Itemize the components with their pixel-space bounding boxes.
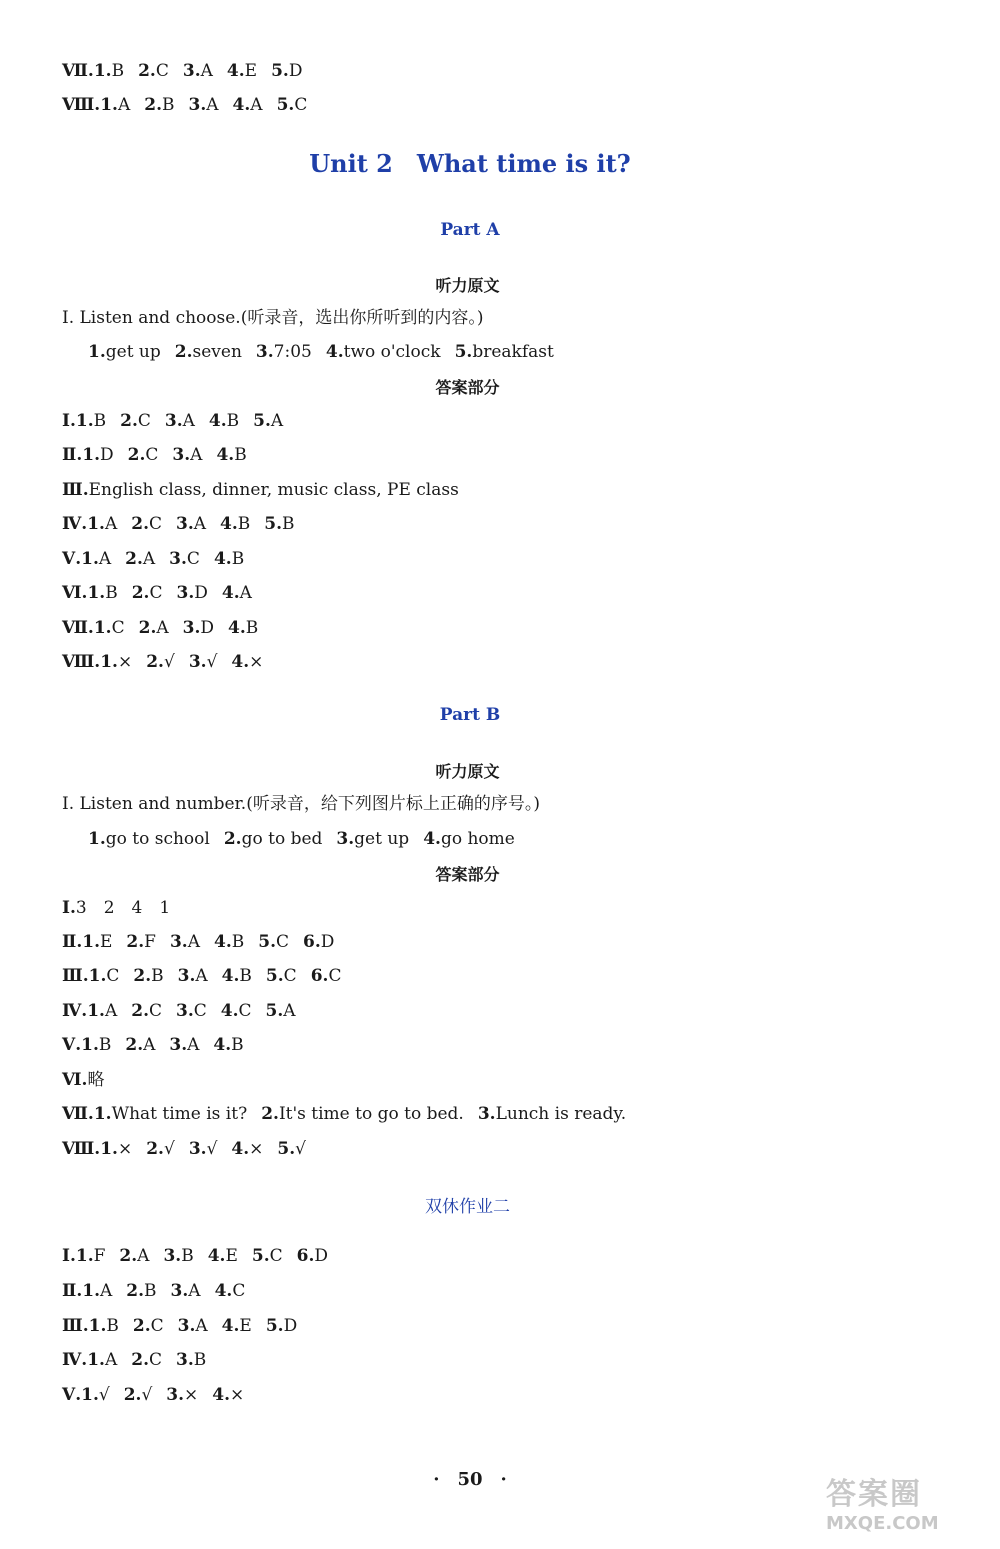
weekend-title: 双休作业二	[425, 1197, 510, 1217]
item-number: 2.	[223, 829, 242, 849]
item-number: 2.	[131, 1001, 149, 1021]
page-number: · 50 ·	[433, 1469, 507, 1490]
item-answer: C	[149, 514, 163, 534]
part-a-answer-1	[62, 410, 283, 432]
item-number: 2.	[146, 652, 164, 672]
item-answer: A	[142, 549, 156, 569]
roman-numeral: Ⅷ.	[62, 1139, 101, 1159]
item-answer: go to bed	[241, 829, 323, 849]
item-number: 2.	[144, 95, 162, 115]
roman-numeral: Ⅱ.	[62, 932, 83, 952]
item-answer: B	[239, 966, 252, 986]
item-answer: B	[237, 514, 251, 534]
part-a-listening-items	[88, 341, 554, 363]
part-b-listening-heading: 听力原文	[435, 762, 500, 781]
roman-numeral: Ⅲ.	[62, 1316, 89, 1336]
roman-numeral: Ⅷ.	[62, 652, 101, 672]
item-number: 3.	[169, 932, 188, 952]
item-number: 1.	[88, 342, 106, 362]
item-answer: B	[234, 445, 247, 465]
item-number: 4.	[212, 1385, 231, 1405]
item-answer: A	[270, 411, 284, 431]
part-a-listening-question: Ⅰ. Listen and choose.(听录音，选出你所听到的内容。)	[62, 308, 484, 328]
item-number: 2.	[126, 932, 145, 952]
item-answer: A	[156, 618, 169, 638]
item-number: 1.	[88, 966, 107, 986]
item-answer: √	[206, 652, 218, 672]
item-number: 4.	[226, 61, 245, 81]
part-b-listening-question: Ⅰ. Listen and number.(听录音，给下列图片标上正确的序号。)	[62, 794, 540, 814]
roman-numeral: Ⅳ.	[62, 1001, 88, 1021]
item-answer: D	[288, 61, 303, 81]
roman-numeral: Ⅶ.	[62, 61, 94, 81]
item-answer: D	[320, 932, 335, 952]
item-number: 2.	[138, 618, 157, 638]
item-number: 3.	[188, 652, 207, 672]
item-answer: A	[100, 1281, 113, 1301]
item-number: 1.	[100, 652, 118, 672]
item-number: 2.	[131, 583, 150, 603]
roman-numeral: Ⅴ.	[62, 1035, 82, 1055]
item-answer: go home	[440, 829, 515, 849]
answer-text: 略	[87, 1070, 105, 1090]
item-number: 1.	[75, 411, 94, 431]
item-answer: B	[93, 411, 107, 431]
item-number: 4.	[216, 445, 235, 465]
item-answer: A	[188, 1281, 201, 1301]
part-a-answer-2	[62, 444, 247, 466]
item-answer: B	[98, 1035, 112, 1055]
item-number: 1.	[93, 61, 112, 81]
item-answer: C	[155, 61, 169, 81]
item-number: 3.	[166, 1385, 185, 1405]
item-number: 4.	[214, 1281, 233, 1301]
item-answer: A	[190, 445, 203, 465]
item-answer: C	[269, 1246, 283, 1266]
item-answer: seven	[192, 342, 242, 362]
item-answer: E	[100, 932, 113, 952]
item-answer: A	[104, 1001, 118, 1021]
item-number: 1.	[87, 1350, 105, 1370]
item-number: 5.	[251, 1246, 270, 1266]
item-number: 2.	[120, 411, 138, 431]
item-answer: B	[231, 1035, 244, 1055]
item-answer: A	[200, 61, 213, 81]
item-answer: A	[182, 411, 195, 431]
item-number: 1.	[88, 1316, 107, 1336]
item-number: 3.	[182, 618, 201, 638]
part-a-answer-7	[62, 617, 258, 639]
item-answer: ×	[230, 1385, 245, 1405]
part-b-answer-8	[62, 1138, 306, 1160]
part-b-answer-5	[62, 1034, 244, 1056]
part-a-answer-6	[62, 582, 252, 604]
weekend-answer-1	[62, 1245, 328, 1267]
item-number: 3.	[177, 966, 196, 986]
item-answer: ×	[117, 652, 133, 672]
answer-line-top-8	[62, 94, 307, 116]
item-answer: ×	[117, 1139, 133, 1159]
item-answer: √	[163, 1139, 175, 1159]
item-number: 4.	[231, 652, 250, 672]
item-number: 1.	[87, 1001, 105, 1021]
part-b-answer-7	[62, 1103, 626, 1125]
item-number: 1.	[87, 583, 106, 603]
roman-numeral: Ⅴ.	[62, 1385, 82, 1405]
item-number: 3.	[172, 445, 191, 465]
item-answer: B	[231, 932, 245, 952]
item-answer: get up	[105, 342, 161, 362]
item-answer: C	[186, 549, 200, 569]
answer-text: 3 2 4 1	[75, 898, 171, 918]
item-answer: F	[93, 1246, 106, 1266]
item-answer: C	[276, 932, 290, 952]
item-number: 2.	[132, 1316, 151, 1336]
item-number: 5.	[277, 1139, 296, 1159]
item-number: 5.	[253, 411, 271, 431]
roman-numeral: Ⅶ.	[62, 618, 94, 638]
roman-numeral: Ⅱ.	[62, 1281, 83, 1301]
roman-numeral: Ⅳ.	[62, 514, 88, 534]
part-a-answer-5	[62, 548, 244, 570]
item-answer: C	[106, 966, 120, 986]
item-number: 3.	[188, 1139, 207, 1159]
item-number: 4.	[423, 829, 441, 849]
item-number: 1.	[100, 1139, 118, 1159]
weekend-answer-5	[62, 1384, 244, 1406]
item-answer: √	[295, 1139, 306, 1159]
item-number: 4.	[220, 1001, 239, 1021]
item-answer: A	[193, 514, 207, 534]
item-number: 2.	[174, 342, 193, 362]
item-number: 6.	[303, 932, 321, 952]
item-number: 3.	[188, 95, 207, 115]
item-number: 5.	[265, 1001, 284, 1021]
item-number: 5.	[264, 514, 283, 534]
item-answer: E	[225, 1246, 238, 1266]
roman-numeral: Ⅰ.	[62, 1246, 76, 1266]
item-number: 2.	[261, 1104, 279, 1124]
item-number: 4.	[221, 583, 240, 603]
watermark-top: 答案圈	[826, 1477, 922, 1512]
watermark-logo	[826, 1469, 986, 1539]
item-number: 2.	[146, 1139, 164, 1159]
item-number: 2.	[125, 1035, 144, 1055]
item-answer: A	[206, 95, 219, 115]
item-answer: C	[149, 583, 163, 603]
part-a-answer-8	[62, 651, 263, 673]
item-answer: C	[283, 966, 297, 986]
item-answer: B	[106, 1316, 119, 1336]
item-answer: C	[145, 445, 159, 465]
roman-numeral: Ⅴ.	[62, 549, 82, 569]
item-number: 5.	[271, 61, 289, 81]
item-answer: Lunch is ready.	[495, 1104, 627, 1124]
roman-numeral: Ⅰ.	[62, 411, 76, 431]
item-answer: D	[100, 445, 114, 465]
item-answer: C	[328, 966, 342, 986]
part-a-answer-4	[62, 513, 295, 535]
roman-numeral: Ⅱ.	[62, 445, 83, 465]
item-number: 3.	[176, 583, 195, 603]
roman-numeral: Ⅲ.	[62, 480, 89, 500]
item-answer: B	[111, 61, 125, 81]
item-answer: C	[150, 1316, 164, 1336]
item-answer: C	[137, 411, 151, 431]
item-number: 1.	[100, 95, 118, 115]
weekend-answer-4	[62, 1349, 206, 1371]
item-number: 2.	[123, 1385, 142, 1405]
item-number: 5.	[265, 1316, 284, 1336]
roman-numeral: Ⅵ.	[62, 583, 88, 603]
item-answer: 7:05	[273, 342, 312, 362]
item-answer: E	[244, 61, 258, 81]
item-number: 2.	[119, 1246, 138, 1266]
part-b-answer-1	[62, 897, 170, 919]
item-answer: D	[194, 583, 208, 603]
item-number: 5.	[265, 966, 284, 986]
watermark-bottom: MXQE.COM	[826, 1513, 939, 1534]
item-number: 3.	[477, 1104, 496, 1124]
roman-numeral: Ⅶ.	[62, 1104, 94, 1124]
item-answer: two o'clock	[343, 342, 441, 362]
part-a-answer-3	[62, 479, 459, 501]
item-number: 4.	[214, 932, 232, 952]
item-number: 5.	[258, 932, 276, 952]
item-answer: √	[98, 1385, 110, 1405]
item-number: 3.	[169, 549, 187, 569]
item-answer: B	[282, 514, 295, 534]
item-number: 3.	[255, 342, 274, 362]
item-answer: get up	[354, 829, 410, 849]
item-answer: A	[104, 1350, 118, 1370]
item-number: 6.	[296, 1246, 315, 1266]
item-answer: A	[104, 514, 118, 534]
item-number: 2.	[131, 1350, 149, 1370]
item-answer: C	[193, 1001, 207, 1021]
item-number: 1.	[82, 1281, 100, 1301]
item-number: 3.	[163, 1246, 182, 1266]
item-number: 1.	[93, 618, 112, 638]
item-answer: C	[149, 1350, 163, 1370]
part-b-answer-4	[62, 1000, 296, 1022]
item-number: 5.	[276, 95, 295, 115]
item-number: 1.	[87, 514, 105, 534]
item-number: 4.	[325, 342, 344, 362]
item-answer: D	[314, 1246, 329, 1266]
item-number: 1.	[82, 932, 100, 952]
item-number: 1.	[81, 549, 99, 569]
part-b-answer-6	[62, 1069, 104, 1091]
item-number: 3.	[182, 61, 201, 81]
item-answer: E	[239, 1316, 252, 1336]
item-answer: What time is it?	[111, 1104, 248, 1124]
item-answer: D	[200, 618, 215, 638]
weekend-answer-2	[62, 1280, 245, 1302]
item-number: 3.	[176, 1001, 194, 1021]
part-a-answer-heading: 答案部分	[435, 378, 500, 397]
item-answer: B	[144, 1281, 157, 1301]
item-answer: B	[226, 411, 240, 431]
item-number: 4.	[221, 966, 240, 986]
item-number: 1.	[88, 829, 106, 849]
item-number: 6.	[310, 966, 329, 986]
item-answer: F	[144, 932, 156, 952]
item-number: 3.	[170, 1281, 189, 1301]
item-answer: C	[232, 1281, 246, 1301]
part-a-listening-heading: 听力原文	[435, 276, 500, 295]
item-number: 1.	[93, 1104, 112, 1124]
item-answer: √	[206, 1139, 218, 1159]
answer-text: English class, dinner, music class, PE class	[88, 480, 459, 500]
item-answer: √	[141, 1385, 153, 1405]
item-number: 4.	[228, 618, 246, 638]
item-answer: C	[238, 1001, 252, 1021]
part-a-title: Part A	[440, 220, 500, 240]
item-number: 4.	[213, 549, 232, 569]
item-number: 4.	[220, 514, 238, 534]
item-answer: C	[111, 618, 125, 638]
roman-numeral: Ⅵ.	[62, 1070, 88, 1090]
item-answer: A	[187, 932, 200, 952]
item-answer: √	[163, 652, 175, 672]
item-number: 5.	[454, 342, 473, 362]
item-number: 3.	[169, 1035, 188, 1055]
item-answer: B	[193, 1350, 207, 1370]
roman-numeral: Ⅰ.	[62, 898, 76, 918]
item-number: 2.	[131, 514, 149, 534]
answer-line-top-7	[62, 60, 302, 82]
item-answer: B	[231, 549, 245, 569]
item-answer: ×	[249, 652, 264, 672]
item-answer: ×	[249, 1139, 264, 1159]
roman-numeral: Ⅳ.	[62, 1350, 88, 1370]
roman-numeral: Ⅷ.	[62, 95, 101, 115]
part-b-listening-items	[88, 828, 515, 850]
item-number: 1.	[81, 1385, 99, 1405]
item-number: 3.	[176, 514, 194, 534]
item-number: 4.	[207, 1246, 226, 1266]
item-answer: ×	[184, 1385, 199, 1405]
unit-title: Unit 2 What time is it?	[309, 149, 631, 178]
item-answer: breakfast	[472, 342, 554, 362]
item-answer: A	[250, 95, 263, 115]
weekend-answer-3	[62, 1315, 297, 1337]
item-number: 4.	[213, 1035, 232, 1055]
item-number: 2.	[138, 61, 156, 81]
item-answer: B	[181, 1246, 194, 1266]
item-answer: B	[162, 95, 175, 115]
roman-numeral: Ⅲ.	[62, 966, 89, 986]
item-number: 3.	[177, 1316, 196, 1336]
item-answer: A	[137, 1246, 150, 1266]
item-answer: B	[245, 618, 259, 638]
item-number: 3.	[336, 829, 355, 849]
part-b-answer-3	[62, 965, 341, 987]
item-number: 2.	[127, 445, 146, 465]
item-answer: A	[283, 1001, 296, 1021]
item-number: 4.	[231, 1139, 250, 1159]
item-answer: B	[105, 583, 118, 603]
item-number: 1.	[81, 1035, 99, 1055]
item-answer: D	[283, 1316, 298, 1336]
item-answer: A	[117, 95, 131, 115]
item-answer: go to school	[105, 829, 210, 849]
item-number: 2.	[126, 1281, 145, 1301]
part-b-answer-heading: 答案部分	[435, 865, 500, 884]
item-number: 3.	[176, 1350, 194, 1370]
item-answer: A	[239, 583, 252, 603]
item-answer: A	[195, 966, 208, 986]
item-answer: A	[98, 549, 112, 569]
item-number: 1.	[82, 445, 100, 465]
item-answer: C	[294, 95, 308, 115]
item-number: 4.	[208, 411, 227, 431]
item-number: 4.	[221, 1316, 240, 1336]
item-answer: It's time to go to bed.	[278, 1104, 464, 1124]
item-number: 2.	[133, 966, 152, 986]
item-number: 1.	[75, 1246, 94, 1266]
item-number: 3.	[164, 411, 183, 431]
item-answer: A	[143, 1035, 156, 1055]
item-answer: A	[187, 1035, 200, 1055]
item-number: 4.	[232, 95, 251, 115]
item-answer: C	[149, 1001, 163, 1021]
item-answer: B	[151, 966, 164, 986]
item-answer: A	[195, 1316, 208, 1336]
part-b-title: Part B	[439, 705, 501, 725]
item-number: 2.	[125, 549, 143, 569]
part-b-answer-2	[62, 931, 334, 953]
